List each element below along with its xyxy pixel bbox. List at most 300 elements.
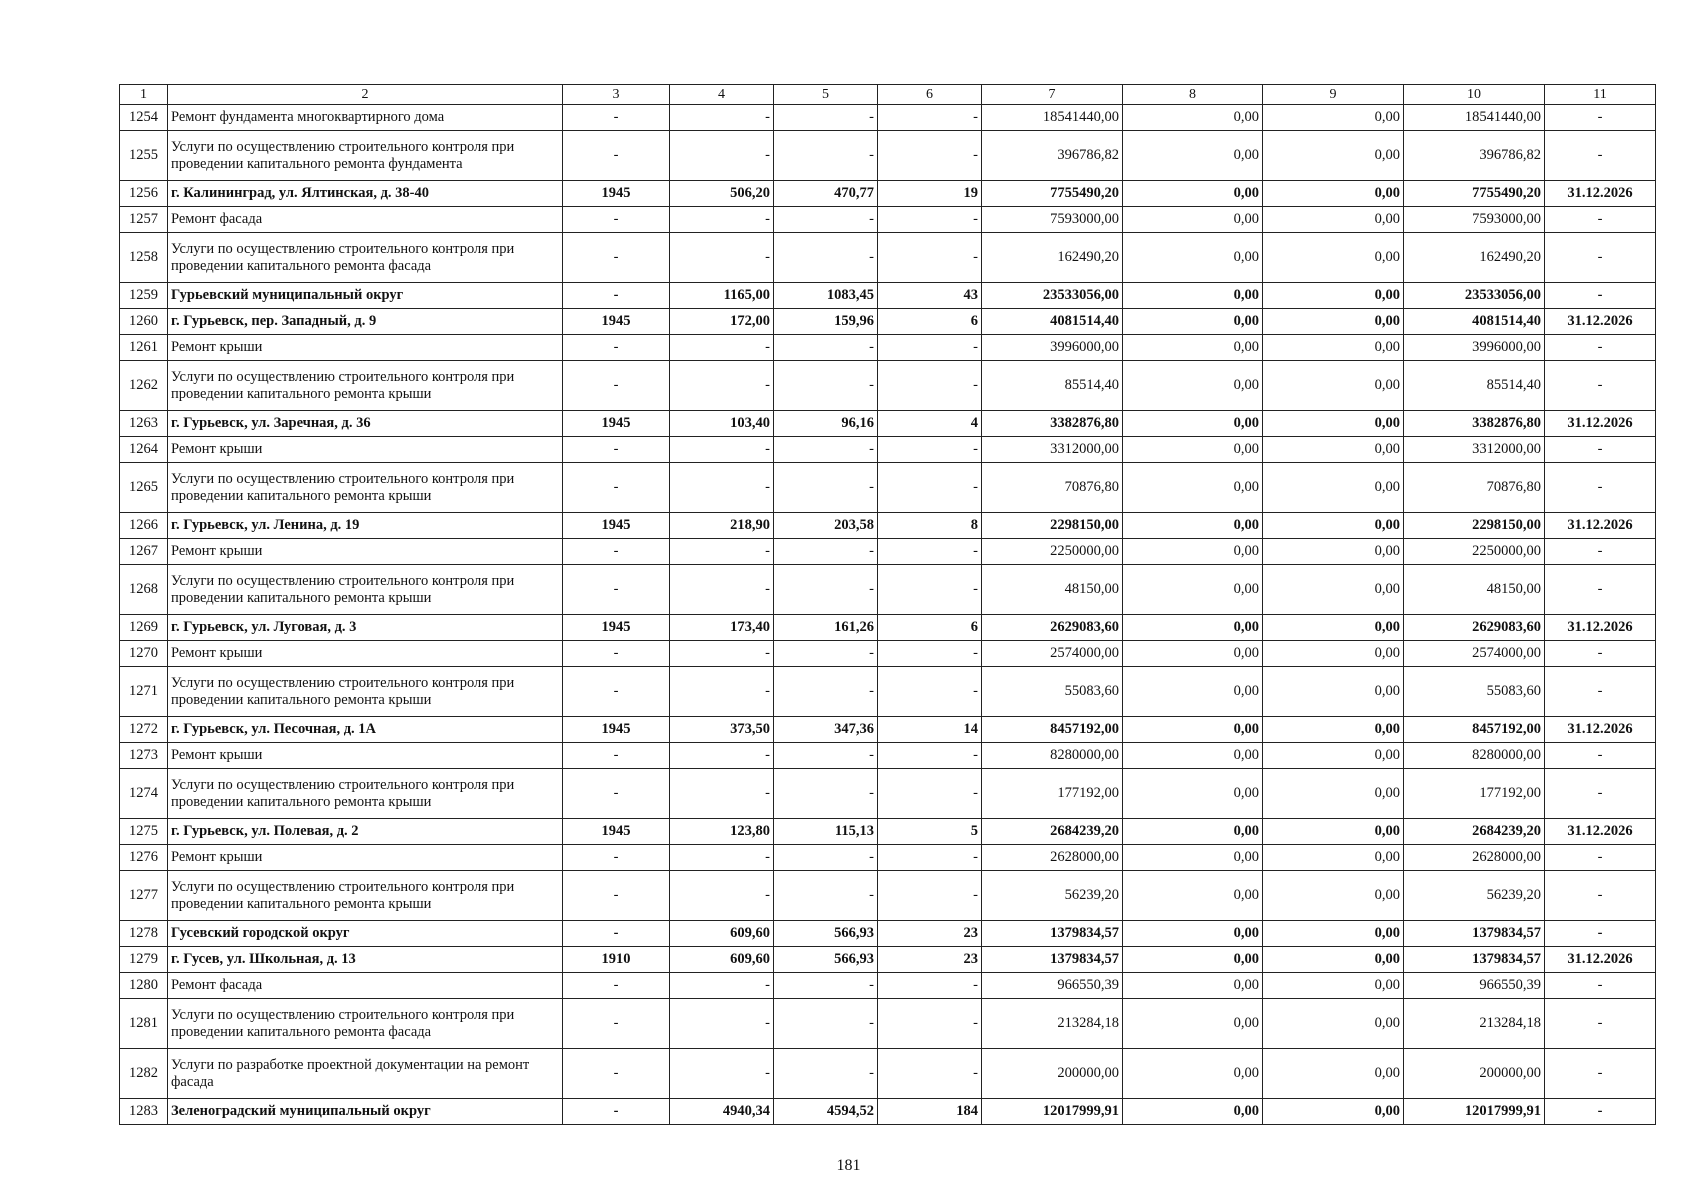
year-cell: - [563,539,670,565]
residents-cell: - [878,361,982,411]
deadline-cell: 31.12.2026 [1545,615,1656,641]
item-name: Ремонт крыши [168,743,563,769]
living-area-cell: 566,93 [774,947,878,973]
item-name: Услуги по осуществлению строительного контроля при проведении капитального ремонта фасада [168,233,563,283]
budget-cost-cell: 0,00 [1263,463,1404,513]
table-row [120,411,1656,437]
table-row [120,717,1656,743]
owner-cost-cell: 1379834,57 [1404,921,1545,947]
fund-cost-cell: 0,00 [1123,513,1263,539]
row-number: 1265 [120,463,168,513]
row-number: 1278 [120,921,168,947]
total-cost-cell: 12017999,91 [982,1099,1123,1125]
year-cell: - [563,921,670,947]
living-area-cell: 161,26 [774,615,878,641]
living-area-cell: - [774,361,878,411]
row-number: 1271 [120,667,168,717]
header-cell: 10 [1404,85,1545,105]
year-cell: - [563,361,670,411]
residents-cell: 8 [878,513,982,539]
residents-cell: - [878,335,982,361]
total-cost-cell: 162490,20 [982,233,1123,283]
living-area-cell: 159,96 [774,309,878,335]
area-cell: 4940,34 [670,1099,774,1125]
total-cost-cell: 18541440,00 [982,105,1123,131]
total-cost-cell: 3996000,00 [982,335,1123,361]
table-row [120,921,1656,947]
residents-cell: - [878,769,982,819]
residents-cell: - [878,1049,982,1099]
area-cell: 123,80 [670,819,774,845]
row-number: 1264 [120,437,168,463]
table-row [120,819,1656,845]
deadline-cell: - [1545,361,1656,411]
living-area-cell: 1083,45 [774,283,878,309]
row-number: 1259 [120,283,168,309]
area-cell: - [670,871,774,921]
row-number: 1268 [120,565,168,615]
residents-cell: 5 [878,819,982,845]
residents-cell: - [878,845,982,871]
row-number: 1276 [120,845,168,871]
table-row [120,437,1656,463]
owner-cost-cell: 23533056,00 [1404,283,1545,309]
row-number: 1263 [120,411,168,437]
year-cell: - [563,845,670,871]
table-row [120,947,1656,973]
fund-cost-cell: 0,00 [1123,437,1263,463]
deadline-cell: - [1545,973,1656,999]
item-name: г. Гурьевск, ул. Полевая, д. 2 [168,819,563,845]
living-area-cell: - [774,743,878,769]
living-area-cell: - [774,207,878,233]
capital-repair-table [119,84,1656,1125]
area-cell: - [670,641,774,667]
deadline-cell: 31.12.2026 [1545,411,1656,437]
area-cell: 609,60 [670,947,774,973]
area-cell: - [670,565,774,615]
year-cell: - [563,131,670,181]
deadline-cell: - [1545,207,1656,233]
living-area-cell: 566,93 [774,921,878,947]
living-area-cell: 115,13 [774,819,878,845]
living-area-cell: - [774,131,878,181]
year-cell: 1945 [563,615,670,641]
budget-cost-cell: 0,00 [1263,233,1404,283]
total-cost-cell: 2684239,20 [982,819,1123,845]
item-name: Ремонт крыши [168,539,563,565]
living-area-cell: - [774,1049,878,1099]
budget-cost-cell: 0,00 [1263,539,1404,565]
area-cell: - [670,207,774,233]
fund-cost-cell: 0,00 [1123,207,1263,233]
year-cell: - [563,207,670,233]
total-cost-cell: 2629083,60 [982,615,1123,641]
budget-cost-cell: 0,00 [1263,565,1404,615]
living-area-cell: - [774,973,878,999]
row-number: 1282 [120,1049,168,1099]
fund-cost-cell: 0,00 [1123,361,1263,411]
residents-cell: - [878,437,982,463]
year-cell: - [563,233,670,283]
area-cell: - [670,973,774,999]
deadline-cell: - [1545,667,1656,717]
owner-cost-cell: 2628000,00 [1404,845,1545,871]
fund-cost-cell: 0,00 [1123,1099,1263,1125]
living-area-cell: - [774,845,878,871]
item-name: г. Гурьевск, ул. Луговая, д. 3 [168,615,563,641]
living-area-cell: 4594,52 [774,1099,878,1125]
area-cell: 609,60 [670,921,774,947]
fund-cost-cell: 0,00 [1123,819,1263,845]
owner-cost-cell: 213284,18 [1404,999,1545,1049]
budget-cost-cell: 0,00 [1263,641,1404,667]
area-cell: - [670,999,774,1049]
item-name: Ремонт фундамента многоквартирного дома [168,105,563,131]
area-cell: - [670,845,774,871]
total-cost-cell: 7593000,00 [982,207,1123,233]
total-cost-cell: 23533056,00 [982,283,1123,309]
year-cell: 1945 [563,411,670,437]
year-cell: - [563,871,670,921]
living-area-cell: 470,77 [774,181,878,207]
deadline-cell: - [1545,131,1656,181]
deadline-cell: - [1545,999,1656,1049]
budget-cost-cell: 0,00 [1263,973,1404,999]
fund-cost-cell: 0,00 [1123,233,1263,283]
fund-cost-cell: 0,00 [1123,283,1263,309]
area-cell: 373,50 [670,717,774,743]
owner-cost-cell: 56239,20 [1404,871,1545,921]
residents-cell: - [878,871,982,921]
fund-cost-cell: 0,00 [1123,131,1263,181]
year-cell: - [563,565,670,615]
residents-cell: 23 [878,947,982,973]
living-area-cell: 96,16 [774,411,878,437]
budget-cost-cell: 0,00 [1263,947,1404,973]
total-cost-cell: 1379834,57 [982,921,1123,947]
area-cell: - [670,437,774,463]
item-name: Гусевский городской округ [168,921,563,947]
item-name: Зеленоградский муниципальный округ [168,1099,563,1125]
row-number: 1277 [120,871,168,921]
page-number: 181 [836,1157,861,1174]
row-number: 1269 [120,615,168,641]
budget-cost-cell: 0,00 [1263,1099,1404,1125]
year-cell: - [563,641,670,667]
row-number: 1258 [120,233,168,283]
area-cell: - [670,105,774,131]
area-cell: - [670,335,774,361]
residents-cell: - [878,463,982,513]
header-cell: 3 [563,85,670,105]
row-number: 1280 [120,973,168,999]
owner-cost-cell: 4081514,40 [1404,309,1545,335]
total-cost-cell: 200000,00 [982,1049,1123,1099]
item-name: Услуги по осуществлению строительного контроля при проведении капитального ремонта крыши [168,565,563,615]
item-name: г. Гусев, ул. Школьная, д. 13 [168,947,563,973]
residents-cell: - [878,743,982,769]
table-row [120,539,1656,565]
budget-cost-cell: 0,00 [1263,921,1404,947]
item-name: г. Гурьевск, ул. Песочная, д. 1А [168,717,563,743]
owner-cost-cell: 2629083,60 [1404,615,1545,641]
residents-cell: - [878,973,982,999]
budget-cost-cell: 0,00 [1263,615,1404,641]
budget-cost-cell: 0,00 [1263,335,1404,361]
deadline-cell: 31.12.2026 [1545,513,1656,539]
fund-cost-cell: 0,00 [1123,999,1263,1049]
deadline-cell: - [1545,105,1656,131]
item-name: Услуги по осуществлению строительного контроля при проведении капитального ремонта фасада [168,999,563,1049]
fund-cost-cell: 0,00 [1123,743,1263,769]
deadline-cell: - [1545,539,1656,565]
budget-cost-cell: 0,00 [1263,845,1404,871]
total-cost-cell: 966550,39 [982,973,1123,999]
deadline-cell: - [1545,437,1656,463]
header-cell: 7 [982,85,1123,105]
residents-cell: - [878,565,982,615]
area-cell: 1165,00 [670,283,774,309]
year-cell: 1945 [563,513,670,539]
total-cost-cell: 3382876,80 [982,411,1123,437]
owner-cost-cell: 1379834,57 [1404,947,1545,973]
residents-cell: - [878,207,982,233]
row-number: 1273 [120,743,168,769]
living-area-cell: - [774,539,878,565]
year-cell: - [563,667,670,717]
residents-cell: 4 [878,411,982,437]
budget-cost-cell: 0,00 [1263,819,1404,845]
year-cell: - [563,973,670,999]
item-name: Услуги по осуществлению строительного контроля при проведении капитального ремонта фундамента [168,131,563,181]
fund-cost-cell: 0,00 [1123,539,1263,565]
residents-cell: - [878,105,982,131]
table-row [120,871,1656,921]
total-cost-cell: 2298150,00 [982,513,1123,539]
residents-cell: - [878,539,982,565]
total-cost-cell: 8280000,00 [982,743,1123,769]
year-cell: - [563,283,670,309]
residents-cell: 6 [878,309,982,335]
item-name: Ремонт крыши [168,335,563,361]
residents-cell: 19 [878,181,982,207]
fund-cost-cell: 0,00 [1123,871,1263,921]
year-cell: - [563,1049,670,1099]
row-number: 1279 [120,947,168,973]
total-cost-cell: 396786,82 [982,131,1123,181]
living-area-cell: 203,58 [774,513,878,539]
deadline-cell: - [1545,335,1656,361]
living-area-cell: 347,36 [774,717,878,743]
budget-cost-cell: 0,00 [1263,1049,1404,1099]
residents-cell: - [878,667,982,717]
area-cell: 172,00 [670,309,774,335]
total-cost-cell: 2628000,00 [982,845,1123,871]
deadline-cell: - [1545,921,1656,947]
budget-cost-cell: 0,00 [1263,769,1404,819]
budget-cost-cell: 0,00 [1263,999,1404,1049]
row-number: 1275 [120,819,168,845]
deadline-cell: - [1545,283,1656,309]
table-row [120,361,1656,411]
deadline-cell: 31.12.2026 [1545,947,1656,973]
table-row [120,1099,1656,1125]
item-name: Ремонт крыши [168,845,563,871]
year-cell: - [563,105,670,131]
item-name: Услуги по осуществлению строительного контроля при проведении капитального ремонта крыши [168,667,563,717]
area-cell: - [670,131,774,181]
row-number: 1255 [120,131,168,181]
header-cell: 6 [878,85,982,105]
budget-cost-cell: 0,00 [1263,283,1404,309]
row-number: 1283 [120,1099,168,1125]
table-row [120,845,1656,871]
fund-cost-cell: 0,00 [1123,615,1263,641]
budget-cost-cell: 0,00 [1263,437,1404,463]
table-row [120,335,1656,361]
table-row [120,513,1656,539]
fund-cost-cell: 0,00 [1123,463,1263,513]
owner-cost-cell: 7755490,20 [1404,181,1545,207]
total-cost-cell: 1379834,57 [982,947,1123,973]
fund-cost-cell: 0,00 [1123,309,1263,335]
header-cell: 11 [1545,85,1656,105]
residents-cell: 184 [878,1099,982,1125]
deadline-cell: - [1545,871,1656,921]
row-number: 1272 [120,717,168,743]
item-name: г. Гурьевск, ул. Заречная, д. 36 [168,411,563,437]
residents-cell: - [878,233,982,283]
table-row [120,283,1656,309]
deadline-cell: - [1545,769,1656,819]
owner-cost-cell: 3996000,00 [1404,335,1545,361]
table-row [120,667,1656,717]
deadline-cell: - [1545,233,1656,283]
fund-cost-cell: 0,00 [1123,105,1263,131]
item-name: г. Гурьевск, ул. Ленина, д. 19 [168,513,563,539]
item-name: Услуги по разработке проектной документации на ремонт фасада [168,1049,563,1099]
budget-cost-cell: 0,00 [1263,743,1404,769]
header-cell: 8 [1123,85,1263,105]
table-row [120,207,1656,233]
fund-cost-cell: 0,00 [1123,411,1263,437]
fund-cost-cell: 0,00 [1123,717,1263,743]
row-number: 1261 [120,335,168,361]
living-area-cell: - [774,999,878,1049]
row-number: 1270 [120,641,168,667]
owner-cost-cell: 200000,00 [1404,1049,1545,1099]
residents-cell: 23 [878,921,982,947]
fund-cost-cell: 0,00 [1123,335,1263,361]
item-name: Услуги по осуществлению строительного контроля при проведении капитального ремонта крыши [168,361,563,411]
residents-cell: - [878,131,982,181]
living-area-cell: - [774,667,878,717]
owner-cost-cell: 7593000,00 [1404,207,1545,233]
table-row [120,131,1656,181]
deadline-cell: - [1545,1099,1656,1125]
table-row [120,615,1656,641]
budget-cost-cell: 0,00 [1263,513,1404,539]
area-cell: 103,40 [670,411,774,437]
budget-cost-cell: 0,00 [1263,131,1404,181]
deadline-cell: - [1545,463,1656,513]
owner-cost-cell: 162490,20 [1404,233,1545,283]
year-cell: - [563,463,670,513]
row-number: 1260 [120,309,168,335]
row-number: 1274 [120,769,168,819]
total-cost-cell: 8457192,00 [982,717,1123,743]
owner-cost-cell: 2298150,00 [1404,513,1545,539]
total-cost-cell: 213284,18 [982,999,1123,1049]
header-cell: 9 [1263,85,1404,105]
living-area-cell: - [774,437,878,463]
year-cell: - [563,1099,670,1125]
budget-cost-cell: 0,00 [1263,871,1404,921]
owner-cost-cell: 18541440,00 [1404,105,1545,131]
residents-cell: 14 [878,717,982,743]
item-name: г. Калининград, ул. Ялтинская, д. 38-40 [168,181,563,207]
area-cell: - [670,539,774,565]
owner-cost-cell: 8280000,00 [1404,743,1545,769]
row-number: 1256 [120,181,168,207]
area-cell: 173,40 [670,615,774,641]
budget-cost-cell: 0,00 [1263,361,1404,411]
fund-cost-cell: 0,00 [1123,947,1263,973]
table-row [120,181,1656,207]
item-name: Гурьевский муниципальный округ [168,283,563,309]
total-cost-cell: 2574000,00 [982,641,1123,667]
header-cell: 2 [168,85,563,105]
owner-cost-cell: 8457192,00 [1404,717,1545,743]
item-name: Ремонт фасада [168,973,563,999]
fund-cost-cell: 0,00 [1123,973,1263,999]
table-row [120,309,1656,335]
header-cell: 5 [774,85,878,105]
table-row [120,233,1656,283]
area-cell: 506,20 [670,181,774,207]
owner-cost-cell: 85514,40 [1404,361,1545,411]
budget-cost-cell: 0,00 [1263,181,1404,207]
table-body [120,85,1656,1125]
living-area-cell: - [774,871,878,921]
budget-cost-cell: 0,00 [1263,667,1404,717]
deadline-cell: 31.12.2026 [1545,819,1656,845]
living-area-cell: - [774,769,878,819]
owner-cost-cell: 3312000,00 [1404,437,1545,463]
owner-cost-cell: 55083,60 [1404,667,1545,717]
area-cell: - [670,769,774,819]
fund-cost-cell: 0,00 [1123,565,1263,615]
total-cost-cell: 2250000,00 [982,539,1123,565]
living-area-cell: - [774,565,878,615]
table-row [120,463,1656,513]
header-cell: 1 [120,85,168,105]
owner-cost-cell: 48150,00 [1404,565,1545,615]
residents-cell: 43 [878,283,982,309]
budget-cost-cell: 0,00 [1263,717,1404,743]
living-area-cell: - [774,105,878,131]
owner-cost-cell: 70876,80 [1404,463,1545,513]
table-row [120,743,1656,769]
year-cell: - [563,743,670,769]
year-cell: - [563,335,670,361]
total-cost-cell: 4081514,40 [982,309,1123,335]
total-cost-cell: 56239,20 [982,871,1123,921]
deadline-cell: 31.12.2026 [1545,181,1656,207]
total-cost-cell: 55083,60 [982,667,1123,717]
year-cell: 1910 [563,947,670,973]
